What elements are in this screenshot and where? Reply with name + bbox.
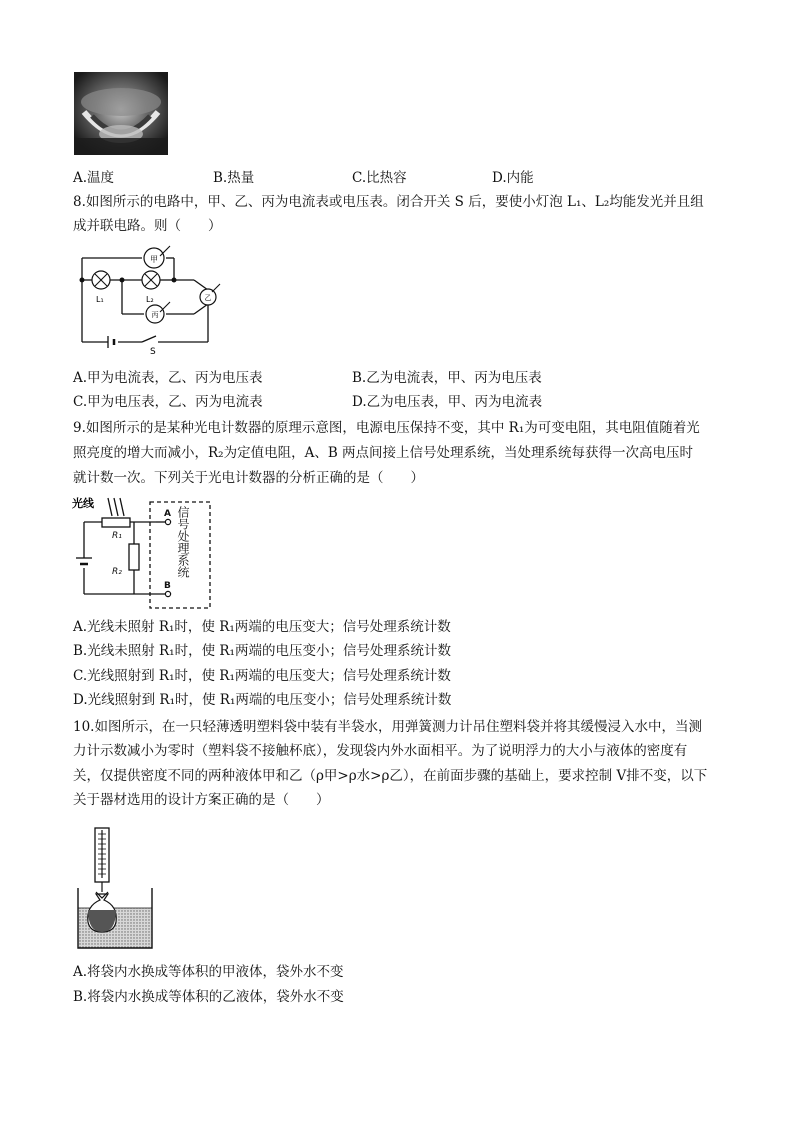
q10-buoyancy-figure [76, 826, 156, 950]
q7-option-c: C.比热容 [352, 170, 407, 186]
light-label: 光线 [72, 497, 94, 510]
q7-option-d: D.内能 [492, 170, 534, 186]
q9-stem-line-1: 9.如图所示的是某种光电计数器的原理示意图，电源电压保持不变，其中 R₁为可变电阻，其电阻值随着光 [73, 420, 700, 436]
q9-option-c: C.光线照射到 R₁时，使 R₁两端的电压变大；信号处理系统计数 [73, 668, 451, 684]
q9-stem-line-3: 就计数一次。下列关于光电计数器的分析正确的是（ ） [73, 470, 424, 486]
q10-stem-line-3: 关，仅提供密度不同的两种液体甲和乙（ρ甲>ρ水>ρ乙），在前面步骤的基础上，要求控制 V排不变，以下 [73, 768, 708, 784]
q10-option-b: B.将袋内水换成等体积的乙液体，袋外水不变 [73, 989, 344, 1005]
photo-flame-pot [74, 72, 168, 155]
q9-option-b: B.光线未照射 R₁时，使 R₁两端的电压变小；信号处理系统计数 [73, 643, 451, 659]
lamp-l2-label: L₂ [146, 295, 154, 304]
q8-option-d: D.乙为电压表，甲、丙为电流表 [352, 394, 543, 410]
q8-circuit-diagram [74, 244, 224, 354]
q8-option-b: B.乙为电流表，甲、丙为电压表 [352, 370, 542, 386]
q10-stem-line-4: 关于器材选用的设计方案正确的是（ ） [73, 792, 330, 808]
switch-s-label: S [150, 347, 156, 354]
q8-option-c: C.甲为电压表，乙、丙为电流表 [73, 394, 263, 410]
meter-yi-label: 乙 [204, 294, 212, 302]
q7-option-b: B.热量 [213, 170, 255, 186]
q10-option-a: A.将袋内水换成等体积的甲液体，袋外水不变 [73, 964, 344, 980]
q8-stem-line-2: 成并联电路。则（ ） [73, 218, 222, 234]
lamp-l1-label: L₁ [96, 295, 104, 304]
point-b-label: B [164, 581, 171, 591]
meter-bing-label: 丙 [151, 311, 159, 319]
q8-option-a: A.甲为电流表，乙、丙为电压表 [73, 370, 263, 386]
q10-stem-line-2: 力计示数减小为零时（塑料袋不接触杯底），发现袋内外水面相平。为了说明浮力的大小与液体的密度有 [73, 743, 688, 759]
point-a-label: A [164, 509, 171, 519]
q7-option-a: A.温度 [73, 170, 115, 186]
r1-label: R₁ [112, 531, 122, 541]
q8-stem-line-1: 8.如图所示的电路中，甲、乙、丙为电流表或电压表。闭合开关 S 后，要使小灯泡 L₁、L₂均能发光并且组 [73, 194, 704, 210]
q9-option-d: D.光线照射到 R₁时，使 R₁两端的电压变小；信号处理系统计数 [73, 692, 452, 708]
meter-jia-label: 甲 [150, 255, 158, 264]
q9-option-a: A.光线未照射 R₁时，使 R₁两端的电压变大；信号处理系统计数 [73, 619, 451, 635]
q10-stem-line-1: 10.如图所示，在一只轻薄透明塑料袋中装有半袋水，用弹簧测力计吊住塑料袋并将其缓慢浸入水中，当测 [73, 719, 702, 735]
r2-label: R₂ [112, 567, 122, 577]
q9-stem-line-2: 照亮度的增大而减小，R₂为定值电阻，A、B 两点间接上信号处理系统，当处理系统每获得一次高电压时 [73, 445, 694, 461]
q9-counter-diagram [72, 494, 214, 610]
signal-system-label: 信号处理系统 [176, 506, 190, 578]
